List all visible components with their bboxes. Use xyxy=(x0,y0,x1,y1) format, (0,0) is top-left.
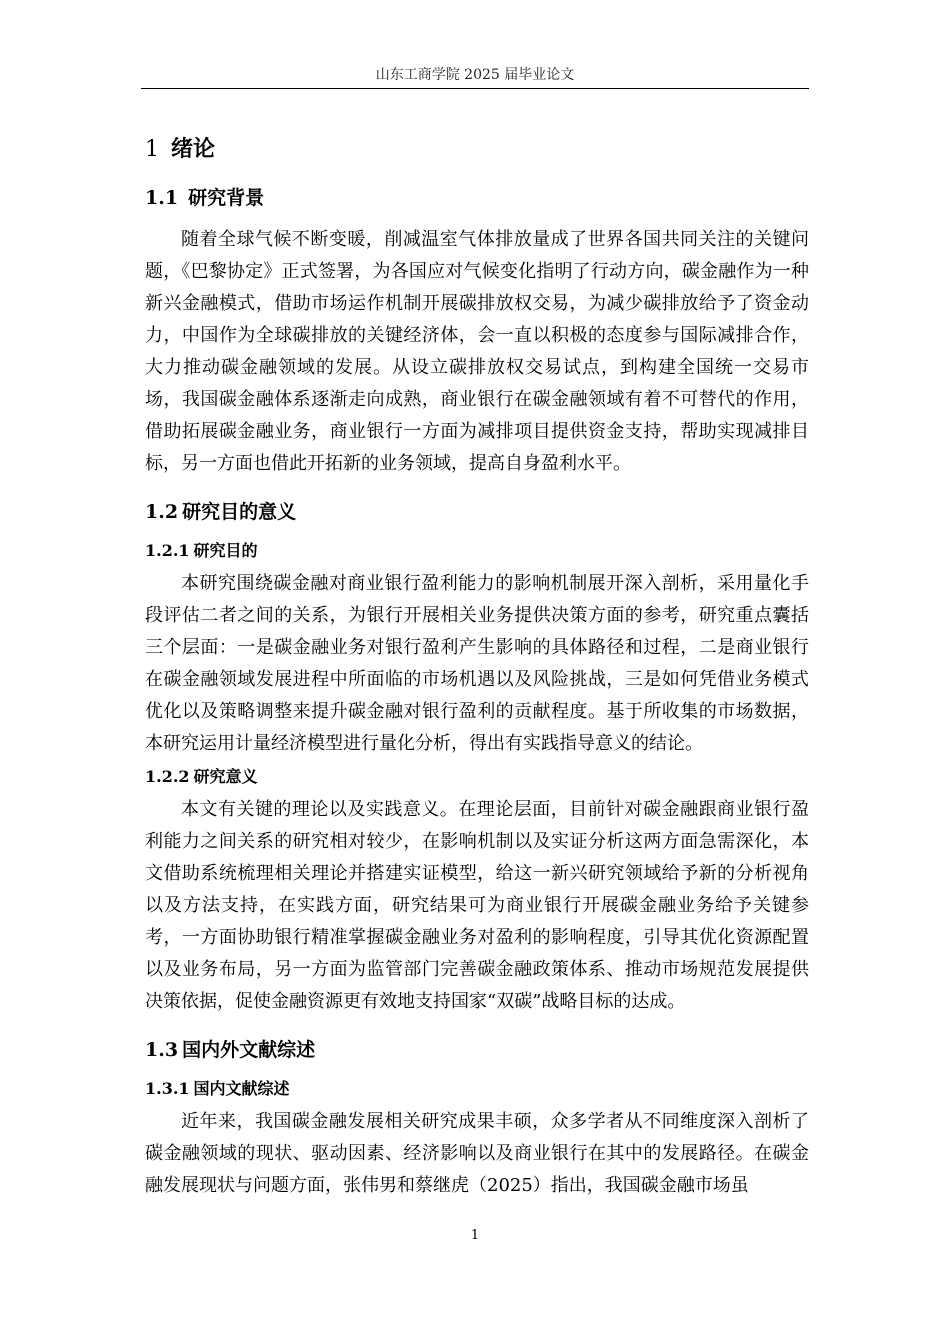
subsection-heading-1-2-2 xyxy=(145,760,809,794)
section-heading-1-2 xyxy=(145,490,809,534)
subsection-heading-1-3-1 xyxy=(145,1072,809,1106)
section-title: 研究目的意义 xyxy=(182,501,297,523)
subsection-title: 研究目的 xyxy=(193,541,258,560)
section-title: 国内外文献综述 xyxy=(182,1039,316,1061)
page-number: 1 xyxy=(470,1228,480,1243)
section-number: 1.3 xyxy=(145,1039,179,1061)
section-heading-1-1 xyxy=(145,176,809,220)
running-header: 山东工商学院 2025 届毕业论文 xyxy=(375,67,575,83)
paragraph-research-purpose: 本研究围绕碳金融对商业银行盈利能力的影响机制展开深入剖析，采用量化手段评估二者之间的关系，为银行开展相关业务提供决策方面的参考，研究重点囊括三个层面：一是碳金融业务对银行盈利产生影响的具体路径和过程，二是商业银行在碳金融领域发展进程中所面临的市场机遇以及风险挑战，三是如何凭借业务模式优化以及策略调整来提升碳金融对银行盈利的贡献程度。基于所收集的市场数据，本研究运用计量经济模型进行量化分析，得出有实践指导意义的结论。 xyxy=(145,573,809,754)
subsection-number: 1.3.1 xyxy=(145,1079,190,1098)
paragraph-domestic-literature: 近年来，我国碳金融发展相关研究成果丰硕，众多学者从不同维度深入剖析了碳金融领域的现状、驱动因素、经济影响以及商业银行在其中的发展路径。在碳金融发展现状与问题方面，张伟男和蔡继虎（2025）指出，我国碳金融市场虽 xyxy=(145,1111,809,1196)
subsection-title: 研究意义 xyxy=(193,767,258,786)
page-content xyxy=(145,126,809,1202)
subsection-title: 国内文献综述 xyxy=(193,1079,290,1098)
section-number: 1.2 xyxy=(145,501,179,523)
subsection-heading-1-2-1 xyxy=(145,534,809,568)
chapter-title: 绪论 xyxy=(171,136,216,162)
section-heading-1-3 xyxy=(145,1028,809,1072)
paragraph-research-significance: 本文有关键的理论以及实践意义。在理论层面，目前针对碳金融跟商业银行盈利能力之间关系的研究相对较少，在影响机制以及实证分析这两方面急需深化，本文借助系统梳理相关理论并搭建实证模型，给这一新兴研究领域给予新的分析视角以及方法支持，在实践方面，研究结果可为商业银行开展碳金融业务给予关键参考，一方面协助银行精准掌握碳金融业务对盈利的影响程度，引导其优化资源配置以及业务布局，另一方面为监管部门完善碳金融政策体系、推动市场规范发展提供决策依据，促使金融资源更有效地支持国家“双碳”战略目标的达成。 xyxy=(145,799,809,1012)
paragraph-research-background: 随着全球气候不断变暖，削减温室气体排放量成了世界各国共同关注的关键问题，《巴黎协定》正式签署，为各国应对气候变化指明了行动方向，碳金融作为一种新兴金融模式，借助市场运作机制开展碳排放权交易，为减少碳排放给予了资金动力，中国作为全球碳排放的关键经济体，会一直以积极的态度参与国际减排合作，大力推动碳金融领域的发展。从设立碳排放权交易试点，到构建全国统一交易市场，我国碳金融体系逐渐走向成熟，商业银行在碳金融领域有着不可替代的作用，借助拓展碳金融业务，商业银行一方面为减排项目提供资金支持，帮助实现减排目标，另一方面也借此开拓新的业务领域，提高自身盈利水平。 xyxy=(145,229,809,474)
section-title: 研究背景 xyxy=(188,187,265,209)
chapter-heading xyxy=(145,126,809,172)
header-rule xyxy=(141,88,809,89)
chapter-number: 1 xyxy=(145,137,159,162)
section-number: 1.1 xyxy=(145,187,179,209)
subsection-number: 1.2.2 xyxy=(145,767,190,786)
subsection-number: 1.2.1 xyxy=(145,541,190,560)
